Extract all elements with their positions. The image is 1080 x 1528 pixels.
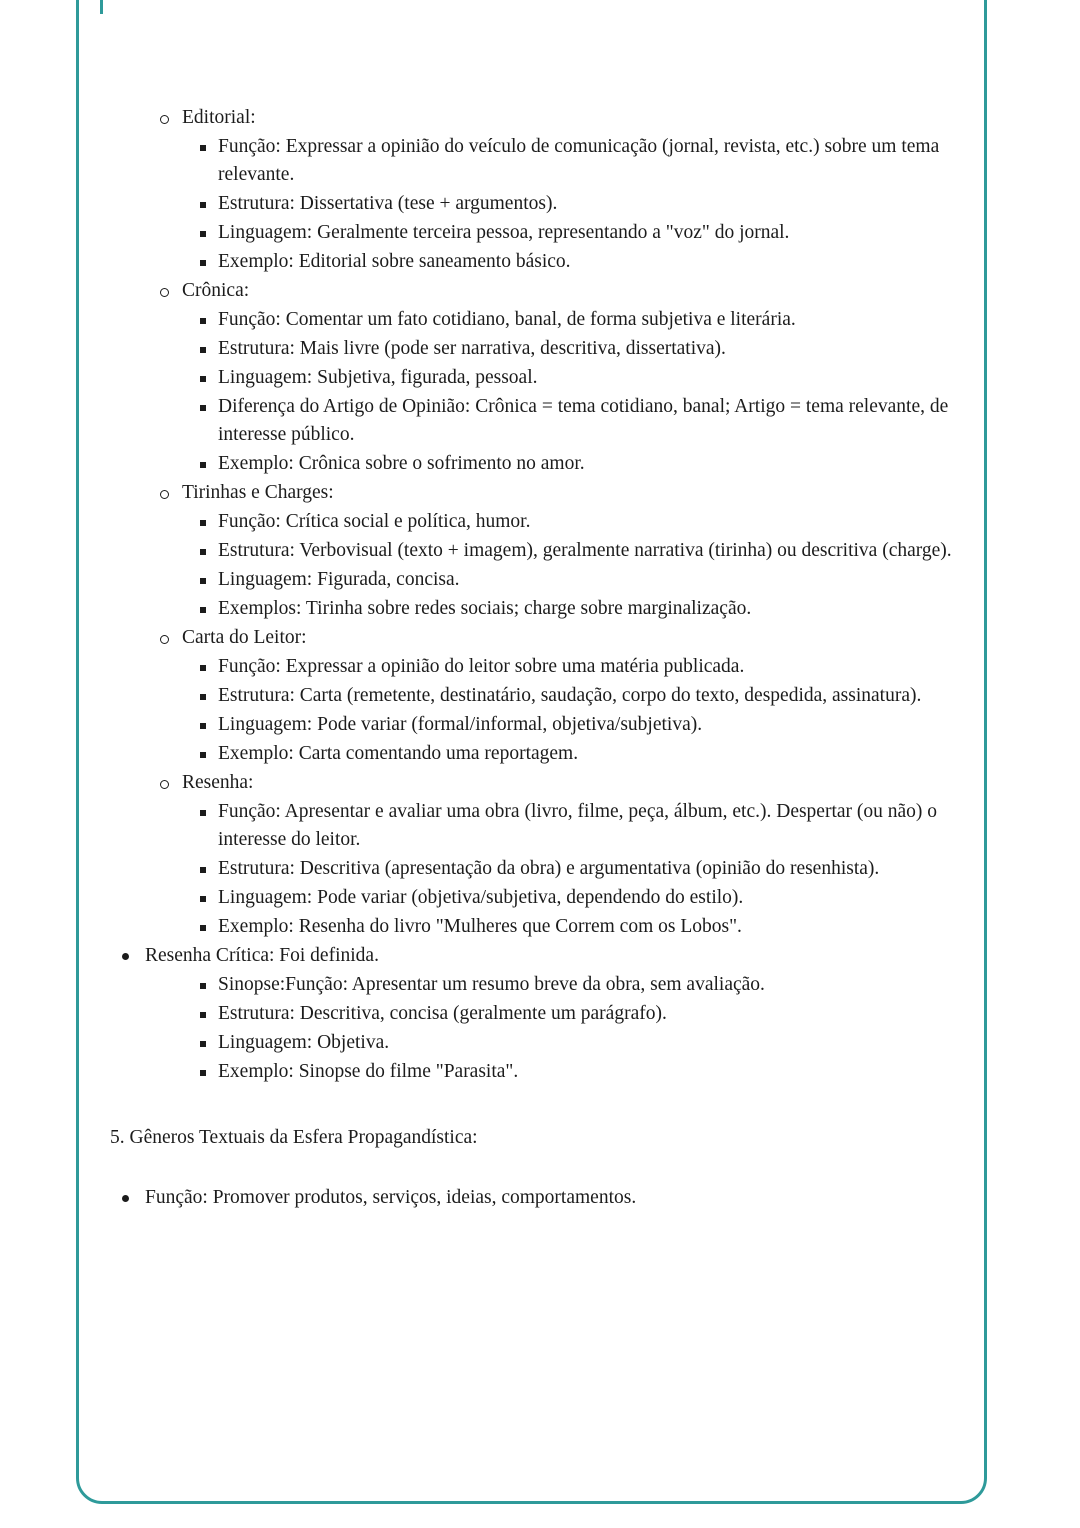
list-item-text: Diferença do Artigo de Opinião: Crônica = tema cotidiano, banal; Artigo = tema relevante, de interesse público. bbox=[218, 396, 949, 445]
list-item bbox=[110, 884, 972, 912]
list-item bbox=[110, 913, 972, 941]
bullet-square-icon bbox=[200, 855, 218, 883]
list-item bbox=[110, 855, 972, 883]
bullet-circle-icon bbox=[160, 624, 182, 652]
list-item-text: Função: Expressar a opinião do leitor sobre uma matéria publicada. bbox=[218, 656, 745, 677]
list-item bbox=[110, 508, 972, 536]
list-item bbox=[110, 335, 972, 363]
bullet-square-icon bbox=[200, 306, 218, 334]
bullet-square-icon bbox=[200, 971, 218, 999]
list-item-text: Exemplos: Tirinha sobre redes sociais; charge sobre marginalização. bbox=[218, 598, 752, 619]
list-item bbox=[110, 1000, 972, 1028]
list-item-text: Estrutura: Descritiva (apresentação da obra) e argumentativa (opinião do resenhista). bbox=[218, 858, 880, 879]
bullet-square-icon bbox=[200, 450, 218, 478]
list-item-text: Exemplo: Sinopse do filme "Parasita". bbox=[218, 1061, 519, 1082]
bullet-square-icon bbox=[200, 884, 218, 912]
list-item bbox=[110, 479, 972, 507]
list-item-text: Sinopse:Função: Apresentar um resumo breve da obra, sem avaliação. bbox=[218, 974, 765, 995]
list-item-text: Linguagem: Pode variar (formal/informal, objetiva/subjetiva). bbox=[218, 714, 703, 735]
list-item-text: Estrutura: Mais livre (pode ser narrativa, descritiva, dissertativa). bbox=[218, 338, 726, 359]
list-item-text: Função: Promover produtos, serviços, ideias, comportamentos. bbox=[145, 1187, 637, 1208]
list-item-text: Linguagem: Pode variar (objetiva/subjetiva, dependendo do estilo). bbox=[218, 887, 744, 908]
list-item-text: Carta do Leitor: bbox=[182, 627, 307, 648]
list-item bbox=[110, 711, 972, 739]
bullet-disc-icon bbox=[122, 942, 145, 970]
list-item-text: Função: Comentar um fato cotidiano, banal, de forma subjetiva e literária. bbox=[218, 309, 796, 330]
list-item-text: Função: Crítica social e política, humor. bbox=[218, 511, 531, 532]
bullet-square-icon bbox=[200, 364, 218, 392]
list-item-text: Linguagem: Subjetiva, figurada, pessoal. bbox=[218, 367, 538, 388]
list-item bbox=[110, 133, 972, 189]
document-content bbox=[110, 104, 972, 1213]
list-item-text: Linguagem: Figurada, concisa. bbox=[218, 569, 460, 590]
list-item-text: Estrutura: Dissertativa (tese + argumentos). bbox=[218, 193, 558, 214]
list-item bbox=[110, 653, 972, 681]
list-item bbox=[110, 1029, 972, 1057]
list-item-text: Linguagem: Geralmente terceira pessoa, representando a "voz" do jornal. bbox=[218, 222, 790, 243]
list-item-text: Exemplo: Editorial sobre saneamento básico. bbox=[218, 251, 571, 272]
list-item bbox=[110, 306, 972, 334]
list-item-text: Exemplo: Crônica sobre o sofrimento no amor. bbox=[218, 453, 585, 474]
bullet-disc-icon bbox=[122, 1184, 145, 1212]
list-item bbox=[110, 1184, 972, 1212]
bullet-circle-icon bbox=[160, 104, 182, 132]
list-item bbox=[110, 595, 972, 623]
list-item bbox=[110, 277, 972, 305]
bullet-square-icon bbox=[200, 798, 218, 854]
list-item-text: Estrutura: Descritiva, concisa (geralmente um parágrafo). bbox=[218, 1003, 667, 1024]
bullet-square-icon bbox=[200, 393, 218, 449]
bullet-square-icon bbox=[200, 1000, 218, 1028]
bullet-circle-icon bbox=[160, 277, 182, 305]
bullet-square-icon bbox=[200, 566, 218, 594]
bullet-circle-icon bbox=[160, 769, 182, 797]
bullet-square-icon bbox=[200, 248, 218, 276]
list-item bbox=[110, 682, 972, 710]
list-item bbox=[110, 971, 972, 999]
list-item bbox=[110, 740, 972, 768]
bullet-square-icon bbox=[200, 219, 218, 247]
bullet-square-icon bbox=[200, 1029, 218, 1057]
list-item bbox=[110, 104, 972, 132]
list-item-text: Função: Apresentar e avaliar uma obra (livro, filme, peça, álbum, etc.). Despertar (ou não) o interesse do leitor. bbox=[218, 801, 938, 850]
bullet-square-icon bbox=[200, 335, 218, 363]
list-item bbox=[110, 537, 972, 565]
list-item bbox=[110, 624, 972, 652]
bullet-square-icon bbox=[200, 653, 218, 681]
list-item bbox=[110, 219, 972, 247]
bullet-square-icon bbox=[200, 711, 218, 739]
bullet-square-icon bbox=[200, 133, 218, 189]
list-item bbox=[110, 566, 972, 594]
list-item-text: Resenha: bbox=[182, 772, 254, 793]
list-item-text: Resenha Crítica: Foi definida. bbox=[145, 945, 379, 966]
list-item-text: Tirinhas e Charges: bbox=[182, 482, 334, 503]
bullet-square-icon bbox=[200, 913, 218, 941]
list-item-text: Exemplo: Carta comentando uma reportagem. bbox=[218, 743, 579, 764]
list-item bbox=[110, 190, 972, 218]
bullet-square-icon bbox=[200, 1058, 218, 1086]
list-item bbox=[110, 769, 972, 797]
list-item bbox=[110, 450, 972, 478]
section-heading: 5. Gêneros Textuais da Esfera Propagandística: bbox=[110, 1127, 478, 1148]
list-item bbox=[110, 942, 972, 970]
bullet-square-icon bbox=[200, 508, 218, 536]
list-item-text: Linguagem: Objetiva. bbox=[218, 1032, 390, 1053]
bullet-square-icon bbox=[200, 740, 218, 768]
bullet-list bbox=[110, 104, 972, 1212]
list-item-text: Crônica: bbox=[182, 280, 250, 301]
page-border-accent bbox=[100, 0, 103, 14]
list-item-text: Estrutura: Carta (remetente, destinatário, saudação, corpo do texto, despedida, assinatura). bbox=[218, 685, 922, 706]
bullet-square-icon bbox=[200, 595, 218, 623]
bullet-square-icon bbox=[200, 190, 218, 218]
list-item bbox=[110, 364, 972, 392]
list-item-text: Função: Expressar a opinião do veículo de comunicação (jornal, revista, etc.) sobre um tema relevante. bbox=[218, 136, 940, 185]
list-item bbox=[110, 1058, 972, 1086]
bullet-square-icon bbox=[200, 682, 218, 710]
bullet-circle-icon bbox=[160, 479, 182, 507]
list-item-text: Exemplo: Resenha do livro "Mulheres que Correm com os Lobos". bbox=[218, 916, 742, 937]
bullet-square-icon bbox=[200, 537, 218, 565]
list-item-text: Editorial: bbox=[182, 107, 256, 128]
list-item bbox=[110, 248, 972, 276]
list-item bbox=[110, 798, 972, 854]
list-item bbox=[110, 393, 972, 449]
list-item-text: Estrutura: Verbovisual (texto + imagem), geralmente narrativa (tirinha) ou descritiva (charge). bbox=[218, 540, 952, 561]
